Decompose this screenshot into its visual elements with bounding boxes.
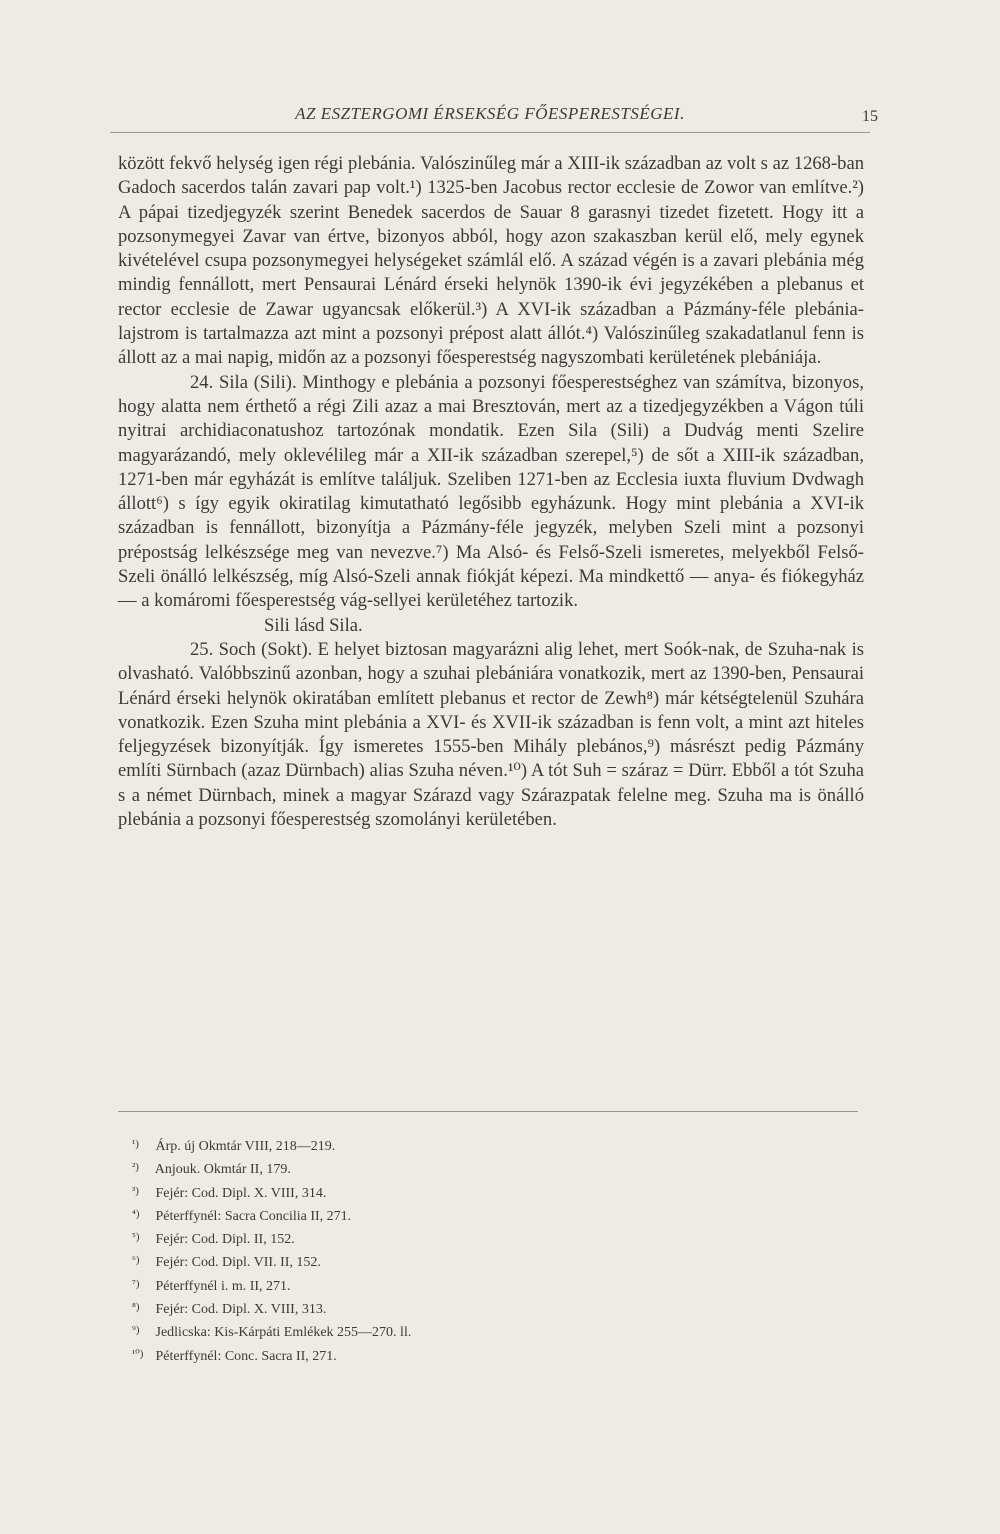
footnote-number: ⁷) — [132, 1277, 140, 1290]
footnote-1 — [132, 1134, 832, 1157]
footnote-8 — [132, 1297, 832, 1320]
footnote-text: Fejér: Cod. Dipl. II, 152. — [155, 1232, 295, 1248]
running-title: AZ ESZTERGOMI ÉRSEKSÉG FŐESPERESTSÉGEI. — [295, 104, 685, 123]
footnote-2 — [132, 1157, 832, 1180]
paragraph-zavar: között fekvő helység igen régi plebánia. Valószinűleg már a XIII-ik században az volt s az 1268-ban Gadoch sacerdos talán zavari pap volt.¹) 1325-ben Jacobus rector ecclesie de Zowor van említve.²) A pápai tizedjegyzék szerint Benedek sacerdos de Sauar 8 garasnyi tizedet fizetett. Hogy itt a pozsonymegyei Zavar van értve, bizonyos abból, hogy azon szakaszban kerül elő, mely egynek kivételével csupa pozsonymegyei helységeket számlál elő. A század végén is a zavari plebánia még mindig fennállott, mert Pensaurai Lénárd érseki helynök 1390-ik évi jegyzékében a plebanus et rector ecclesie de Zawar ugyancsak előkerül.³) A XVI-ik században a Pázmány-féle plebánia-lajstrom is tartalmazza azt mint a pozsonyi prépost alatt állót.⁴) Valószinűleg szakadatlanul fenn is állott az a mai napig, midőn az a pozsonyi főesperestség nagyszombati kerületének plebániája. — [118, 153, 864, 369]
footnote-text: Péterffynél: Conc. Sacra II, 271. — [155, 1348, 337, 1364]
footnote-text: Fejér: Cod. Dipl. X. VIII, 314. — [155, 1185, 327, 1201]
footnote-7 — [132, 1274, 832, 1297]
footnote-number: ⁸) — [132, 1301, 140, 1314]
footnote-number: ²) — [132, 1161, 139, 1174]
footnote-text: Árp. új Okmtár VIII, 218—219. — [155, 1139, 336, 1154]
footnote-3 — [132, 1181, 832, 1204]
footnote-text: Fejér: Cod. Dipl. X. VIII, 313. — [155, 1302, 327, 1318]
running-header — [110, 104, 878, 134]
page-number: 15 — [862, 108, 878, 125]
paragraph-sila: 24. Sila (Sili). Minthogy e plebánia a pozsonyi főesperestséghez van számítva, bizonyos, hogy alatta nem érthető a régi Zili azaz a mai Bresztován, mert az a tizedjegyzékben a Vágon túli nyitrai archidiaconatushoz tartozónak mondatik. Ezen Sila (Sili) a Dudvág menti Szelire magyarázandó, mely oklevélileg már a XII-ik században szerepel,⁵) de sőt a XIII-ik században, 1271-ben már egyházát is említve találjuk. Szeliben 1271-ben az Ecclesia iuxta fluvium Dvdwagh állott⁶) s így egyik okiratilag kimutatható legősibb egyházunk. Hogy mint plebánia a XVI-ik században is fennállott, bizonyítja a Pázmány-féle jegyzék, melyben Szeli mint a pozsonyi prépostság lelkészsége meg van nevezve.⁷) Ma Alsó- és Felső-Szeli ismeretes, melyekből Felső-Szeli önálló lelkészség, míg Alsó-Szeli annak fiókját képezi. Ma mindkettő — anya- és fiókegyház — a komáromi főesperestség vág-sellyei kerületéhez tartozik. — [118, 371, 864, 612]
footnote-text: Anjouk. Okmtár II, 179. — [154, 1162, 291, 1178]
footnote-text: Jedlicska: Kis-Kárpáti Emlékek 255—270. ll. — [155, 1325, 412, 1341]
footnote-number: ³) — [132, 1184, 139, 1197]
main-text — [118, 152, 864, 832]
footnote-rule — [118, 1111, 858, 1112]
footnote-4 — [132, 1204, 832, 1227]
footnotes — [132, 1134, 832, 1367]
footnote-number: ⁴) — [132, 1207, 140, 1220]
footnote-text: Fejér: Cod. Dipl. VII. II, 152. — [155, 1255, 321, 1271]
header-rule — [110, 132, 870, 133]
footnote-9 — [132, 1320, 832, 1343]
footnote-number: ⁹) — [132, 1324, 140, 1337]
paragraph-sili-ref: Sili lásd Sila. — [264, 614, 363, 636]
paragraph-soch: 25. Soch (Sokt). E helyet biztosan magyarázni alig lehet, mert Soók-nak, de Szuha-nak is olvasható. Valóbbszinű azonban, hogy a szuhai plebániára vonatkozik, mert az 1390-ben, Pensaurai Lénárd érseki helynök okiratában említett plebanus et rector de Zewh⁸) már kétségtelenül Szuhára vonatkozik. Ezen Szuha mint plebánia a XVI- és XVII-ik században is fenn volt, a mint azt hiteles feljegyzések bizonyítják. Így ismeretes 1555-ben Mihály plebános,⁹) másrészt pedig Pázmány említi Sürnbach (azaz Dürnbach) alias Szuha néven.¹⁰) A tót Suh = száraz = Dürr. Ebből a tót Szuha s a német Dürnbach, minek a magyar Szárazd vagy Szárazpatak felelne meg. Szuha ma is önálló plebánia a pozsonyi főesperestség szomolányi kerületében. — [118, 638, 864, 831]
footnote-6 — [132, 1250, 832, 1273]
footnote-text: Péterffynél: Sacra Concilia II, 271. — [155, 1208, 352, 1224]
footnote-10 — [132, 1344, 832, 1367]
footnote-number: ¹⁰) — [132, 1347, 144, 1360]
footnote-number: ⁶) — [132, 1254, 140, 1267]
footnote-text: Péterffynél i. m. II, 271. — [155, 1278, 291, 1294]
footnote-5 — [132, 1227, 832, 1250]
footnote-number: ⁵) — [132, 1231, 140, 1244]
footnote-number: ¹) — [132, 1138, 139, 1150]
